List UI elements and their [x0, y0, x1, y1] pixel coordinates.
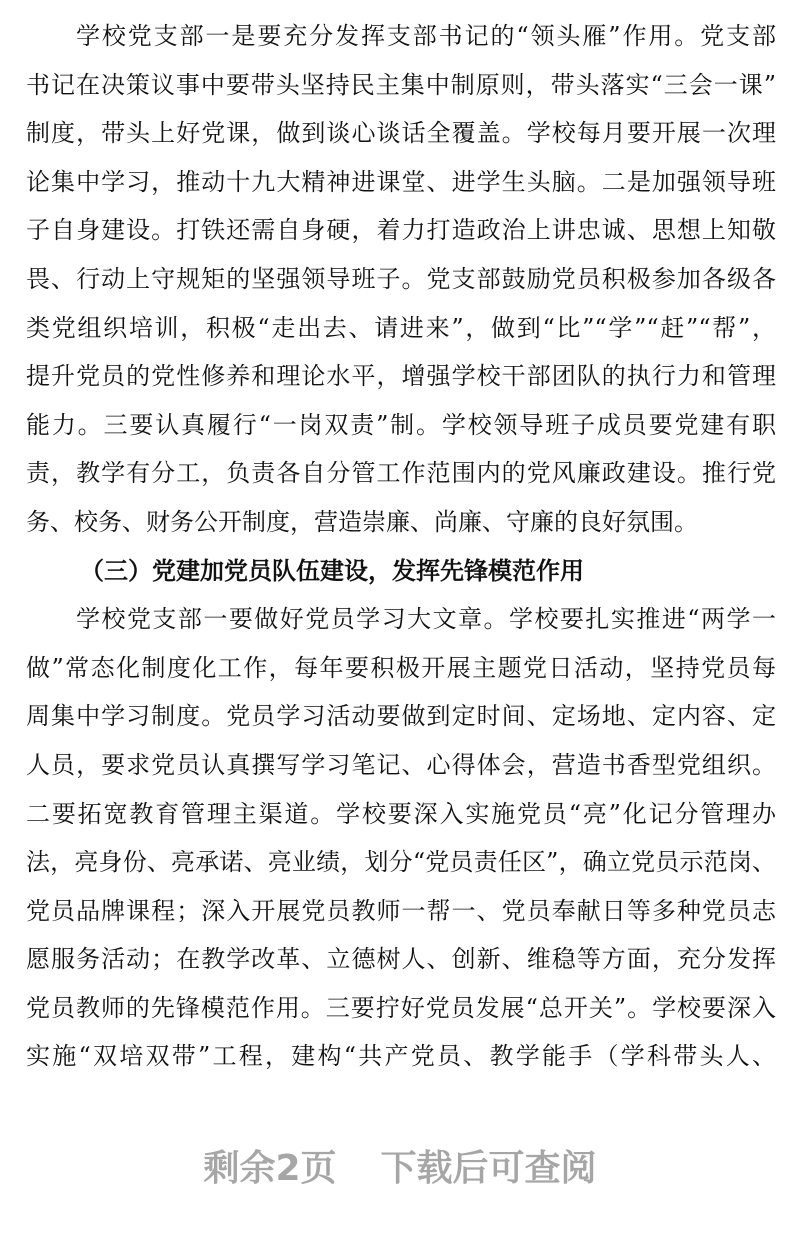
text-line: 论集中学习，推动十九大精神进课堂、进学生头脑。二是加强领导班: [26, 167, 776, 196]
text-line: 法，亮身份、亮承诺、亮业绩，划分“党员责任区”，确立党员示范岗、: [26, 848, 776, 877]
text-line: 畏、行动上守规矩的坚强领导班子。党支部鼓励党员积极参加各级各: [26, 264, 776, 293]
text-line: 学校党支部一要做好党员学习大文章。学校要扎实推进“两学一: [76, 605, 776, 634]
text-line: 责，教学有分工，负责各自分管工作范围内的党风廉政建设。推行党: [26, 459, 776, 488]
paragraph-1: [26, 12, 776, 547]
text-line: 做”常态化制度化工作，每年要积极开展主题党日活动，坚持党员每: [26, 653, 776, 682]
text-line: 子自身建设。打铁还需自身硬，着力打造政治上讲忠诚、思想上知敬: [26, 216, 776, 245]
text-line: 书记在决策议事中要带头坚持民主集中制原则，带头落实“三会一课”: [26, 70, 776, 99]
text-line: 类党组织培训，积极“走出去、请进来”，做到“比”“学”“赶”“帮”，: [26, 313, 776, 342]
download-to-view-label: 下载后可查阅: [380, 1148, 597, 1189]
text-line: 二要拓宽教育管理主渠道。学校要深入实施党员“亮”化记分管理办: [26, 799, 776, 828]
text-line: 党员教师的先锋模范作用。三要拧好党员发展“总开关”。学校要深入: [26, 993, 776, 1022]
text-line: 务、校务、财务公开制度，营造崇廉、尚廉、守廉的良好氛围。: [26, 507, 698, 536]
document-page: [26, 12, 776, 1081]
text-line: 能力。三要认真履行“一岗双责”制。学校领导班子成员要党建有职: [26, 410, 776, 439]
text-line: 周集中学习制度。党员学习活动要做到定时间、定场地、定内容、定: [26, 702, 776, 731]
text-line: 党员品牌课程；深入开展党员教师一帮一、党员奉献日等多种党员志: [26, 896, 776, 925]
text-line: 人员，要求党员认真撰写学习笔记、心得体会，营造书香型党组织。: [26, 750, 776, 779]
text-line: 愿服务活动；在教学改革、立德树人、创新、维稳等方面，充分发挥: [26, 945, 776, 974]
text-line: 制度，带头上好党课，做到谈心谈话全覆盖。学校每月要开展一次理: [26, 119, 776, 148]
paragraph-2: [26, 595, 776, 1081]
download-prompt[interactable]: [0, 1140, 800, 1191]
remaining-pages-label: 剩余2页: [203, 1148, 337, 1189]
text-line: 学校党支部一是要充分发挥支部书记的“领头雁”作用。党支部: [76, 22, 776, 50]
section-heading: （三）党建加党员队伍建设，发挥先锋模范作用: [80, 555, 584, 585]
text-line: 实施“双培双带”工程，建构“共产党员、教学能手（学科带头人、: [26, 1042, 776, 1071]
text-line: 提升党员的党性修养和理论水平，增强学校干部团队的执行力和管理: [26, 362, 776, 391]
